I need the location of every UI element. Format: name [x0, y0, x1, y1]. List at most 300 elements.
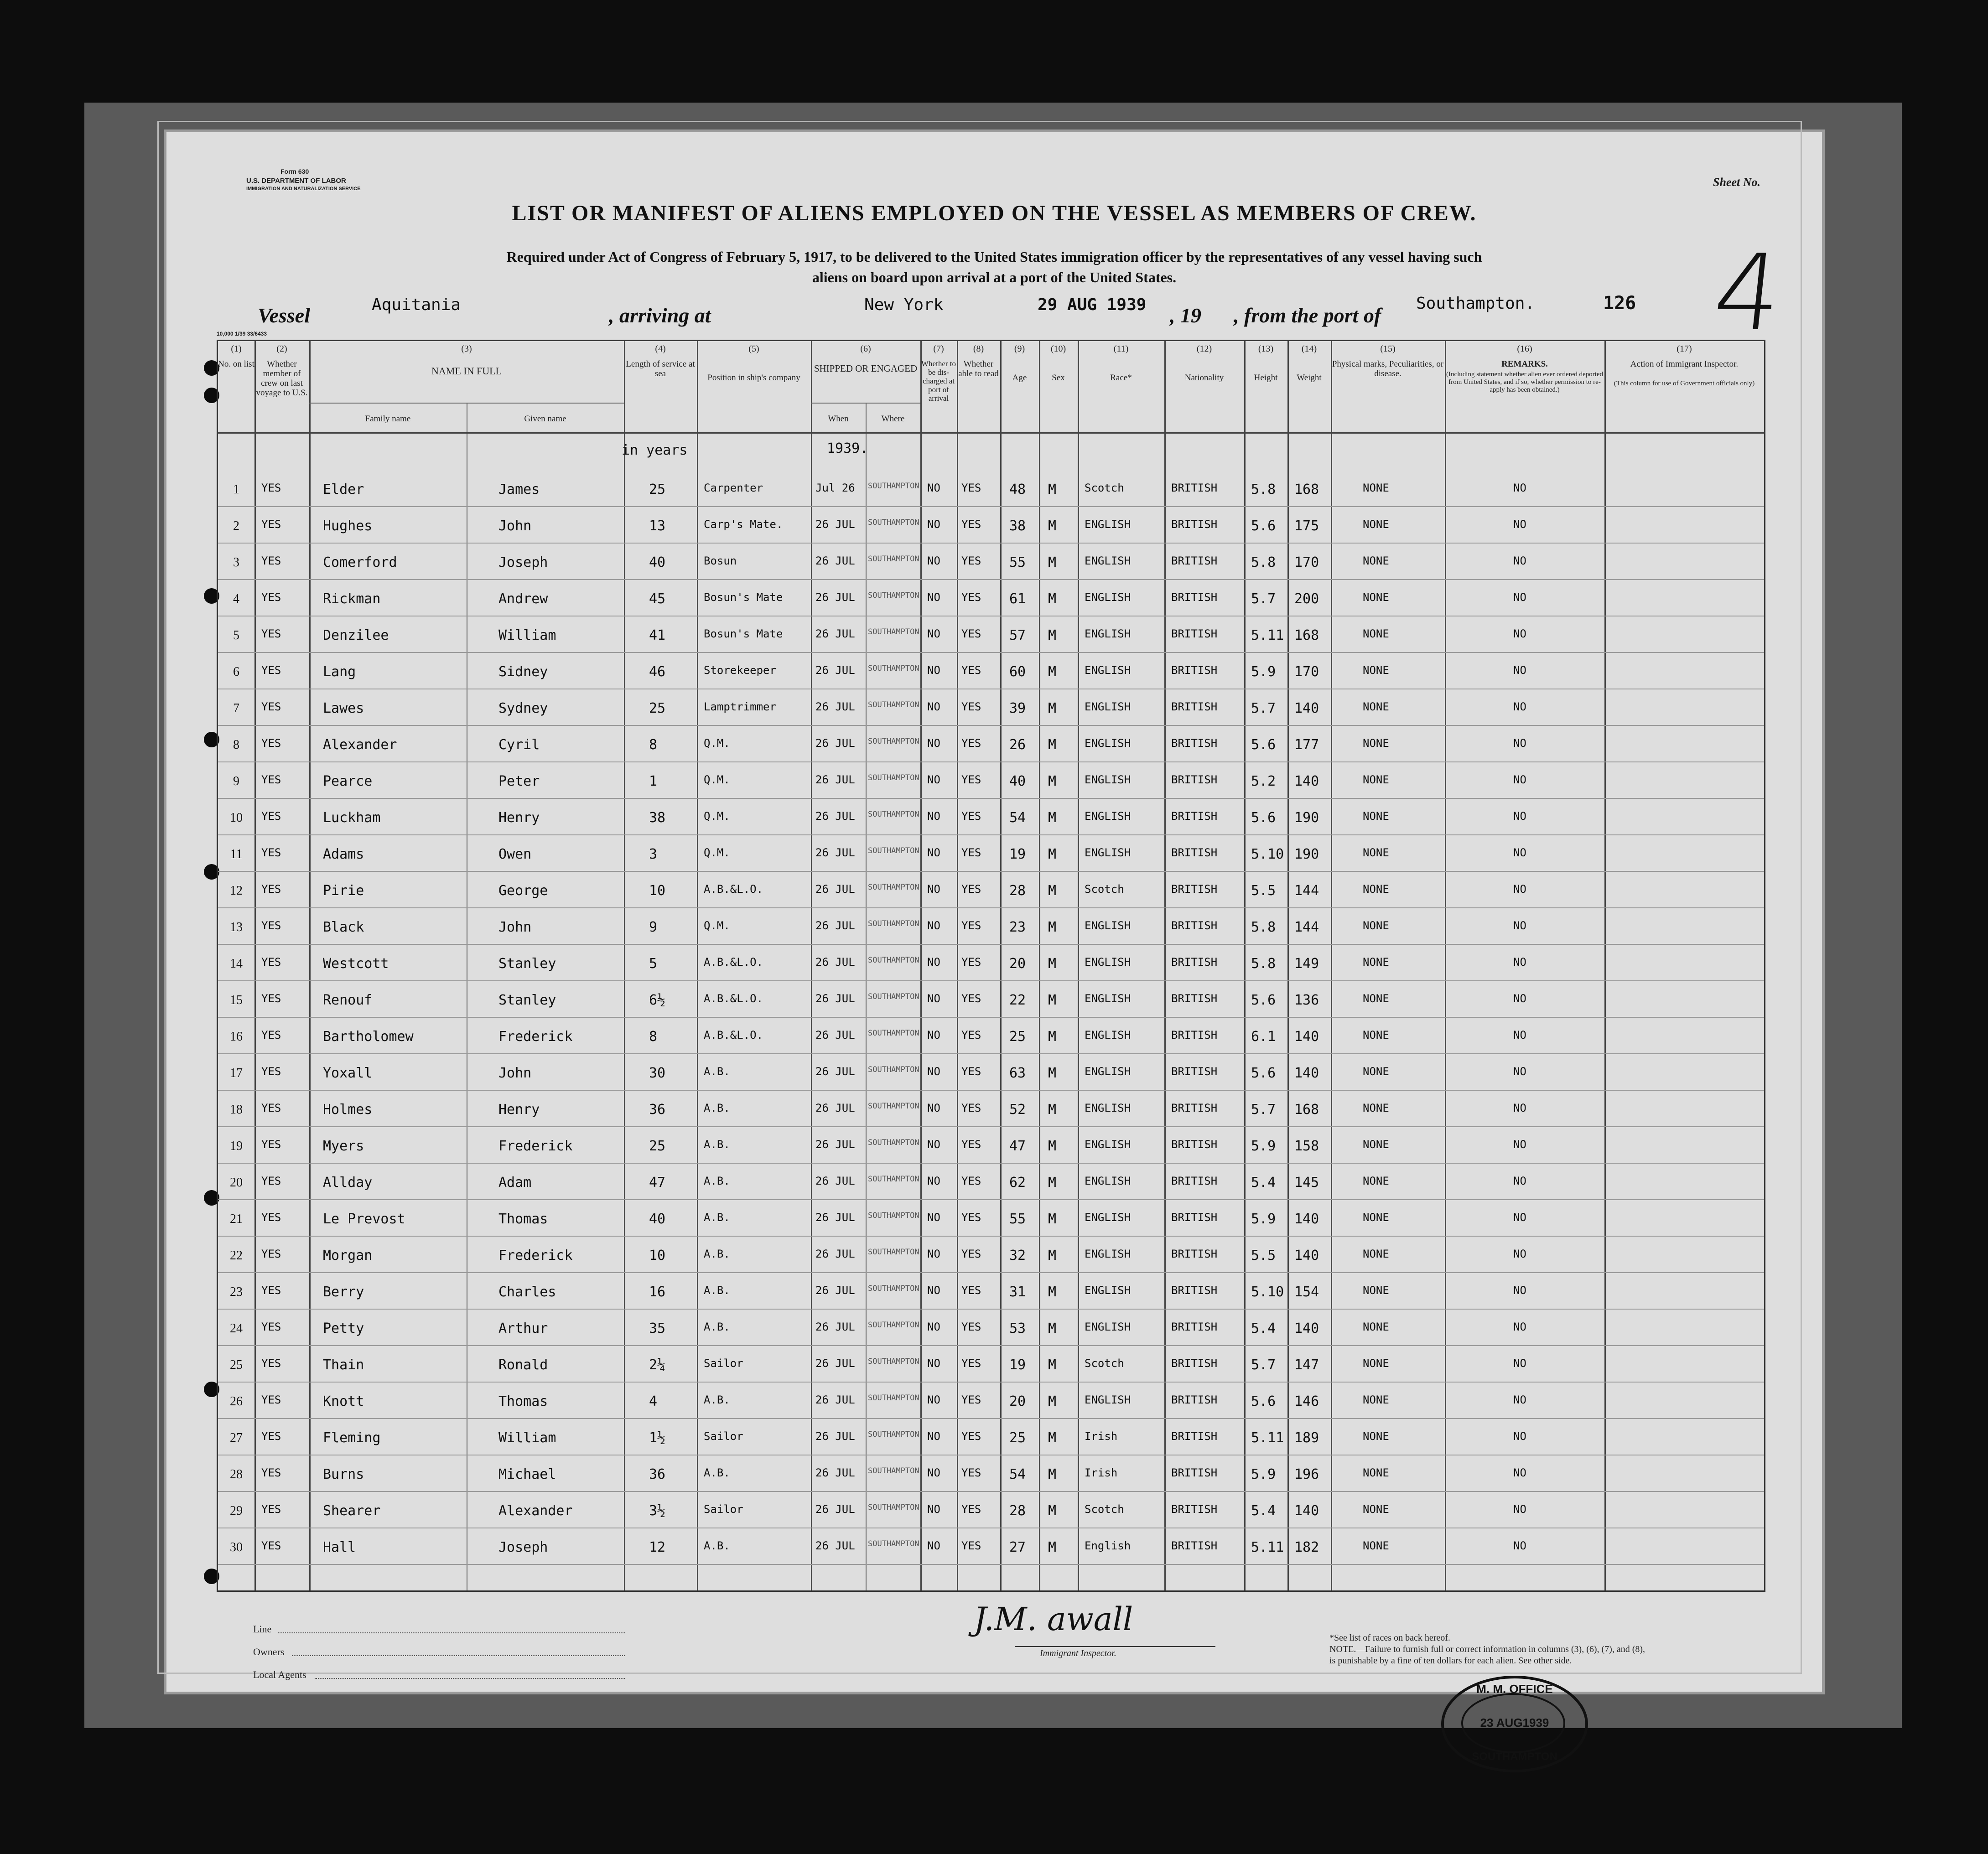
cell-family: Adams: [323, 846, 364, 862]
cell-height: 6.1: [1251, 1029, 1276, 1045]
cell-race: ENGLISH: [1085, 810, 1131, 823]
cell-read: YES: [961, 773, 981, 786]
cell-race: ENGLISH: [1085, 1102, 1131, 1114]
row-number: 5: [233, 628, 239, 642]
cell-remarks: NO: [1513, 1102, 1526, 1114]
cell-where: SOUTHAMPTON: [868, 627, 919, 637]
cell-service: 5: [649, 956, 658, 972]
cell-family: Lang: [323, 664, 356, 680]
cell-weight: 140: [1294, 1211, 1319, 1227]
cell-sex: M: [1048, 1466, 1057, 1482]
cell-weight: 140: [1294, 1029, 1319, 1045]
cell-given: Adam: [498, 1175, 532, 1191]
cell-member: YES: [261, 1211, 281, 1224]
col-number: (3): [461, 344, 472, 354]
cell-read: YES: [961, 1321, 981, 1333]
row-rule: [218, 761, 1764, 762]
cell-where: SOUTHAMPTON: [868, 846, 919, 855]
cell-marks: NONE: [1363, 554, 1389, 567]
cell-where: SOUTHAMPTON: [868, 1138, 919, 1147]
cell-where: SOUTHAMPTON: [868, 992, 919, 1001]
col-divider: [254, 341, 256, 1590]
cell-read: YES: [961, 482, 981, 494]
cell-marks: NONE: [1363, 1430, 1389, 1443]
cell-given: Thomas: [498, 1393, 548, 1409]
col-header-height: Height: [1254, 373, 1278, 383]
cell-race: Scotch: [1085, 883, 1124, 896]
cell-where: SOUTHAMPTON: [868, 1393, 919, 1403]
col-number: (17): [1677, 344, 1692, 354]
subtitle-line-1: Required under Act of Congress of February 5, 1917, to be delivered to the United States immigration officer by the representatives of any vessel having such: [506, 249, 1482, 265]
cell-given: Stanley: [498, 956, 556, 972]
cell-weight: 190: [1294, 810, 1319, 826]
cell-when: 26 JUL: [815, 1503, 855, 1516]
cell-when: 26 JUL: [815, 627, 855, 640]
cell-where: SOUTHAMPTON: [868, 1211, 919, 1220]
cell-age: 54: [1009, 810, 1026, 826]
cell-sex: M: [1048, 1503, 1057, 1519]
cell-position: A.B.: [704, 1065, 730, 1078]
cell-discharged: NO: [927, 1393, 940, 1406]
row-rule: [218, 1126, 1764, 1127]
cell-when: 26 JUL: [815, 1065, 855, 1078]
cell-race: ENGLISH: [1085, 1175, 1131, 1187]
cell-weight: 154: [1294, 1284, 1319, 1300]
cell-given: Sydney: [498, 700, 548, 716]
cell-where: SOUTHAMPTON: [868, 1065, 919, 1074]
cell-weight: 170: [1294, 664, 1319, 680]
col-header-given: Given name: [524, 414, 566, 424]
shipped-year: 1939.: [827, 440, 868, 456]
cell-age: 38: [1009, 518, 1026, 534]
cell-given: Ronald: [498, 1357, 548, 1373]
cell-read: YES: [961, 664, 981, 677]
col-header-weight: Weight: [1297, 373, 1322, 383]
cell-height: 5.8: [1251, 554, 1276, 570]
cell-given: Frederick: [498, 1029, 573, 1045]
row-number: 28: [230, 1467, 243, 1481]
year-label: , 19: [1170, 304, 1201, 327]
page-title: LIST OR MANIFEST OF ALIENS EMPLOYED ON THE VESSEL AS MEMBERS OF CREW.: [512, 201, 1477, 225]
fine-note-1: NOTE.—Failure to furnish full or correct information in columns (3), (6), (7), and (8),: [1329, 1644, 1645, 1654]
cell-nationality: BRITISH: [1171, 554, 1218, 567]
cell-discharged: NO: [927, 627, 940, 640]
cell-member: YES: [261, 810, 281, 823]
cell-weight: 145: [1294, 1175, 1319, 1191]
cell-position: A.B.: [704, 1248, 730, 1260]
cell-marks: NONE: [1363, 1248, 1389, 1260]
cell-marks: NONE: [1363, 1321, 1389, 1333]
cell-position: A.B.: [704, 1393, 730, 1406]
col-header-action-note: (This column for use of Government officials only): [1614, 380, 1755, 387]
cell-when: 26 JUL: [815, 1539, 855, 1552]
cell-remarks: NO: [1513, 810, 1526, 823]
cell-given: Frederick: [498, 1248, 573, 1264]
cell-read: YES: [961, 1466, 981, 1479]
row-number: 7: [233, 701, 239, 715]
cell-remarks: NO: [1513, 1284, 1526, 1297]
cell-when: 26 JUL: [815, 700, 855, 713]
cell-when: 26 JUL: [815, 883, 855, 896]
cell-sex: M: [1048, 627, 1057, 643]
col-divider: [1078, 341, 1079, 1590]
cell-where: SOUTHAMPTON: [868, 700, 919, 709]
cell-where: SOUTHAMPTON: [868, 1175, 919, 1184]
cell-age: 28: [1009, 1503, 1026, 1519]
row-rule: [218, 1053, 1764, 1054]
cell-remarks: NO: [1513, 554, 1526, 567]
row-rule: [218, 543, 1764, 544]
cell-marks: NONE: [1363, 482, 1389, 494]
col-header-family: Family name: [365, 414, 411, 424]
cell-family: Bartholomew: [323, 1029, 414, 1045]
cell-service: 4: [649, 1393, 658, 1409]
cell-remarks: NO: [1513, 1211, 1526, 1224]
cell-position: A.B.: [704, 1466, 730, 1479]
cell-given: William: [498, 627, 556, 643]
local-agents-field: [315, 1678, 625, 1679]
col-header-no: No. on list: [218, 359, 254, 369]
col-number: (9): [1014, 344, 1025, 354]
cell-where: SOUTHAMPTON: [868, 956, 919, 965]
cell-member: YES: [261, 992, 281, 1005]
col-divider: [624, 341, 625, 1590]
row-rule: [218, 944, 1764, 945]
cell-age: 22: [1009, 992, 1026, 1008]
col-number: (11): [1113, 344, 1129, 354]
cell-when: 26 JUL: [815, 664, 855, 677]
row-number: 18: [230, 1103, 243, 1117]
cell-read: YES: [961, 554, 981, 567]
cell-race: ENGLISH: [1085, 518, 1131, 531]
cell-remarks: NO: [1513, 737, 1526, 750]
cell-given: Michael: [498, 1466, 556, 1482]
cell-when: 26 JUL: [815, 919, 855, 932]
cell-member: YES: [261, 627, 281, 640]
cell-discharged: NO: [927, 664, 940, 677]
cell-weight: 190: [1294, 846, 1319, 862]
cell-discharged: NO: [927, 956, 940, 968]
cell-marks: NONE: [1363, 992, 1389, 1005]
row-number: 23: [230, 1285, 243, 1299]
cell-service: 47: [649, 1175, 666, 1191]
cell-service: 46: [649, 664, 666, 680]
stamp-date: 23 AUG1939: [1480, 1716, 1549, 1730]
cell-discharged: NO: [927, 846, 940, 859]
row-number: 21: [230, 1212, 243, 1226]
cell-when: 26 JUL: [815, 554, 855, 567]
cell-nationality: BRITISH: [1171, 737, 1218, 750]
col-divider: [1287, 341, 1289, 1590]
cell-race: Irish: [1085, 1430, 1118, 1443]
cell-member: YES: [261, 1248, 281, 1260]
cell-nationality: BRITISH: [1171, 1102, 1218, 1114]
cell-discharged: NO: [927, 1029, 940, 1041]
cell-read: YES: [961, 1065, 981, 1078]
cell-marks: NONE: [1363, 1211, 1389, 1224]
cell-race: English: [1085, 1539, 1131, 1552]
cell-discharged: NO: [927, 1430, 940, 1443]
row-rule: [218, 907, 1764, 908]
mm-office-stamp: [1441, 1676, 1588, 1772]
col-header-remarks-note: (Including statement whether alien ever ordered deported from United States, and if so, whether permission to re-apply has been obtained.): [1446, 371, 1604, 394]
cell-weight: 149: [1294, 956, 1319, 972]
cell-read: YES: [961, 1393, 981, 1406]
cell-family: Black: [323, 919, 364, 935]
row-number: 6: [233, 665, 239, 679]
cell-read: YES: [961, 992, 981, 1005]
cell-when: 26 JUL: [815, 1211, 855, 1224]
cell-nationality: BRITISH: [1171, 1211, 1218, 1224]
cell-position: A.B.&L.O.: [704, 1029, 763, 1041]
cell-age: 19: [1009, 846, 1026, 862]
cell-race: ENGLISH: [1085, 846, 1131, 859]
cell-given: Stanley: [498, 992, 556, 1008]
col-divider: [1000, 341, 1002, 1590]
cell-race: ENGLISH: [1085, 591, 1131, 604]
col-header-read: Whether able to read: [958, 359, 999, 378]
cell-where: SOUTHAMPTON: [868, 1539, 919, 1548]
cell-weight: 177: [1294, 737, 1319, 753]
cell-service: 13: [649, 518, 666, 534]
cell-service: 2¼: [649, 1357, 666, 1373]
cell-family: Yoxall: [323, 1065, 373, 1081]
cell-read: YES: [961, 1357, 981, 1370]
row-rule: [218, 1564, 1764, 1565]
cell-remarks: NO: [1513, 1065, 1526, 1078]
owners-label: Owners: [253, 1646, 285, 1657]
cell-when: 26 JUL: [815, 956, 855, 968]
cell-marks: NONE: [1363, 1138, 1389, 1151]
cell-when: 26 JUL: [815, 518, 855, 531]
cell-height: 5.10: [1251, 1284, 1284, 1300]
cell-where: SOUTHAMPTON: [868, 1357, 919, 1366]
line-label: Line: [253, 1623, 272, 1635]
cell-race: ENGLISH: [1085, 773, 1131, 786]
row-rule: [218, 1309, 1764, 1310]
cell-where: SOUTHAMPTON: [868, 883, 919, 892]
row-rule: [218, 980, 1764, 981]
list-number: 126: [1603, 293, 1636, 314]
cell-when: 26 JUL: [815, 1357, 855, 1370]
cell-nationality: BRITISH: [1171, 919, 1218, 932]
cell-nationality: BRITISH: [1171, 627, 1218, 640]
cell-marks: NONE: [1363, 1175, 1389, 1187]
cell-where: SOUTHAMPTON: [868, 664, 919, 673]
cell-marks: NONE: [1363, 518, 1389, 531]
cell-given: William: [498, 1430, 556, 1446]
cell-weight: 200: [1294, 591, 1319, 607]
cell-service: 35: [649, 1321, 666, 1336]
cell-discharged: NO: [927, 1357, 940, 1370]
row-number: 25: [230, 1358, 243, 1372]
cell-service: 1½: [649, 1430, 666, 1446]
cell-family: Hughes: [323, 518, 373, 534]
cell-height: 5.9: [1251, 1466, 1276, 1482]
cell-position: Q.M.: [704, 919, 730, 932]
row-rule: [218, 506, 1764, 507]
cell-where: SOUTHAMPTON: [868, 1029, 919, 1038]
cell-marks: NONE: [1363, 1065, 1389, 1078]
cell-race: Irish: [1085, 1466, 1118, 1479]
cell-discharged: NO: [927, 1539, 940, 1552]
cell-nationality: BRITISH: [1171, 1065, 1218, 1078]
cell-marks: NONE: [1363, 883, 1389, 896]
cell-position: A.B.: [704, 1539, 730, 1552]
cell-service: 8: [649, 1029, 658, 1045]
cell-nationality: BRITISH: [1171, 1029, 1218, 1041]
cell-remarks: NO: [1513, 1430, 1526, 1443]
row-number: 11: [230, 847, 243, 861]
cell-read: YES: [961, 1102, 981, 1114]
cell-when: 26 JUL: [815, 1138, 855, 1151]
cell-given: Henry: [498, 810, 540, 826]
cell-when: Jul 26: [815, 482, 855, 494]
cell-nationality: BRITISH: [1171, 591, 1218, 604]
col-header-age: Age: [1012, 373, 1027, 383]
cell-remarks: NO: [1513, 1175, 1526, 1187]
cell-sex: M: [1048, 1211, 1057, 1227]
stamp-top-text: M. M. OFFICE: [1476, 1682, 1553, 1696]
col-divider: [697, 341, 698, 1590]
cell-marks: NONE: [1363, 737, 1389, 750]
cell-age: 53: [1009, 1321, 1026, 1336]
cell-weight: 170: [1294, 554, 1319, 570]
line-field: [278, 1632, 625, 1633]
cell-sex: M: [1048, 591, 1057, 607]
cell-read: YES: [961, 1029, 981, 1041]
cell-race: Scotch: [1085, 1503, 1124, 1516]
col-header-when: When: [828, 414, 849, 424]
cell-remarks: NO: [1513, 700, 1526, 713]
cell-remarks: NO: [1513, 956, 1526, 968]
row-number: 19: [230, 1139, 243, 1153]
arriving-label: , arriving at: [609, 304, 711, 327]
cell-family: Shearer: [323, 1503, 381, 1519]
cell-height: 5.9: [1251, 1211, 1276, 1227]
cell-when: 26 JUL: [815, 1284, 855, 1297]
cell-marks: NONE: [1363, 591, 1389, 604]
col-header-sex: Sex: [1052, 373, 1065, 383]
cell-weight: 158: [1294, 1138, 1319, 1154]
cell-age: 31: [1009, 1284, 1026, 1300]
col-number: (7): [933, 344, 944, 354]
cell-service: 12: [649, 1539, 666, 1555]
cell-sex: M: [1048, 883, 1057, 899]
cell-sex: M: [1048, 810, 1057, 826]
cell-family: Alexander: [323, 737, 397, 753]
row-rule: [218, 1382, 1764, 1383]
cell-member: YES: [261, 518, 281, 531]
row-rule: [218, 725, 1764, 726]
row-rule: [218, 1418, 1764, 1419]
arrival-date: 29 AUG 1939: [1038, 295, 1147, 314]
cell-age: 61: [1009, 591, 1026, 607]
cell-family: Pirie: [323, 883, 364, 899]
cell-discharged: NO: [927, 591, 940, 604]
col-number: (12): [1196, 344, 1212, 354]
cell-where: SOUTHAMPTON: [868, 773, 919, 782]
cell-weight: 175: [1294, 518, 1319, 534]
cell-given: Alexander: [498, 1503, 573, 1519]
cell-discharged: NO: [927, 1248, 940, 1260]
cell-where: SOUTHAMPTON: [868, 810, 919, 819]
arriving-port: New York: [864, 295, 944, 314]
cell-service: 10: [649, 883, 666, 899]
cell-where: SOUTHAMPTON: [868, 1466, 919, 1476]
cell-position: Bosun: [704, 554, 737, 567]
cell-remarks: NO: [1513, 1539, 1526, 1552]
cell-given: Arthur: [498, 1321, 548, 1336]
cell-discharged: NO: [927, 1284, 940, 1297]
cell-member: YES: [261, 1321, 281, 1333]
col-number: (6): [860, 344, 871, 354]
cell-sex: M: [1048, 1175, 1057, 1191]
cell-discharged: NO: [927, 919, 940, 932]
print-code: 10,000 1/39 33/6433: [217, 331, 267, 337]
cell-weight: 147: [1294, 1357, 1319, 1373]
cell-position: Sailor: [704, 1357, 743, 1370]
cell-when: 26 JUL: [815, 591, 855, 604]
row-number: 24: [230, 1321, 243, 1336]
row-number: 27: [230, 1431, 243, 1445]
cell-height: 5.4: [1251, 1175, 1276, 1191]
cell-sex: M: [1048, 1138, 1057, 1154]
cell-member: YES: [261, 1029, 281, 1041]
cell-family: Knott: [323, 1393, 364, 1409]
cell-given: Henry: [498, 1102, 540, 1118]
cell-member: YES: [261, 700, 281, 713]
cell-sex: M: [1048, 1248, 1057, 1264]
cell-given: James: [498, 482, 540, 497]
shipped-split: [866, 403, 867, 1590]
cell-read: YES: [961, 883, 981, 896]
cell-weight: 140: [1294, 1503, 1319, 1519]
cell-given: Peter: [498, 773, 540, 789]
cell-position: Carp's Mate.: [704, 518, 783, 531]
cell-sex: M: [1048, 1284, 1057, 1300]
cell-remarks: NO: [1513, 1138, 1526, 1151]
cell-where: SOUTHAMPTON: [868, 1248, 919, 1257]
row-number: 13: [230, 920, 243, 934]
cell-race: ENGLISH: [1085, 554, 1131, 567]
cell-race: ENGLISH: [1085, 700, 1131, 713]
cell-nationality: BRITISH: [1171, 1466, 1218, 1479]
cell-position: A.B.: [704, 1321, 730, 1333]
cell-given: George: [498, 883, 548, 899]
cell-age: 40: [1009, 773, 1026, 789]
cell-read: YES: [961, 919, 981, 932]
cell-read: YES: [961, 518, 981, 531]
col-header-name: NAME IN FULL: [431, 365, 502, 377]
cell-weight: 196: [1294, 1466, 1319, 1482]
cell-height: 5.9: [1251, 664, 1276, 680]
cell-nationality: BRITISH: [1171, 1248, 1218, 1260]
cell-race: ENGLISH: [1085, 1393, 1131, 1406]
col-divider: [920, 341, 922, 1590]
cell-family: Pearce: [323, 773, 373, 789]
cell-position: Q.M.: [704, 810, 730, 823]
cell-member: YES: [261, 737, 281, 750]
cell-nationality: BRITISH: [1171, 1430, 1218, 1443]
cell-member: YES: [261, 883, 281, 896]
cell-remarks: NO: [1513, 482, 1526, 494]
department: U.S. DEPARTMENT OF LABOR: [246, 177, 346, 185]
cell-where: SOUTHAMPTON: [868, 737, 919, 746]
row-number: 16: [230, 1030, 243, 1044]
cell-remarks: NO: [1513, 591, 1526, 604]
row-number: 20: [230, 1176, 243, 1190]
